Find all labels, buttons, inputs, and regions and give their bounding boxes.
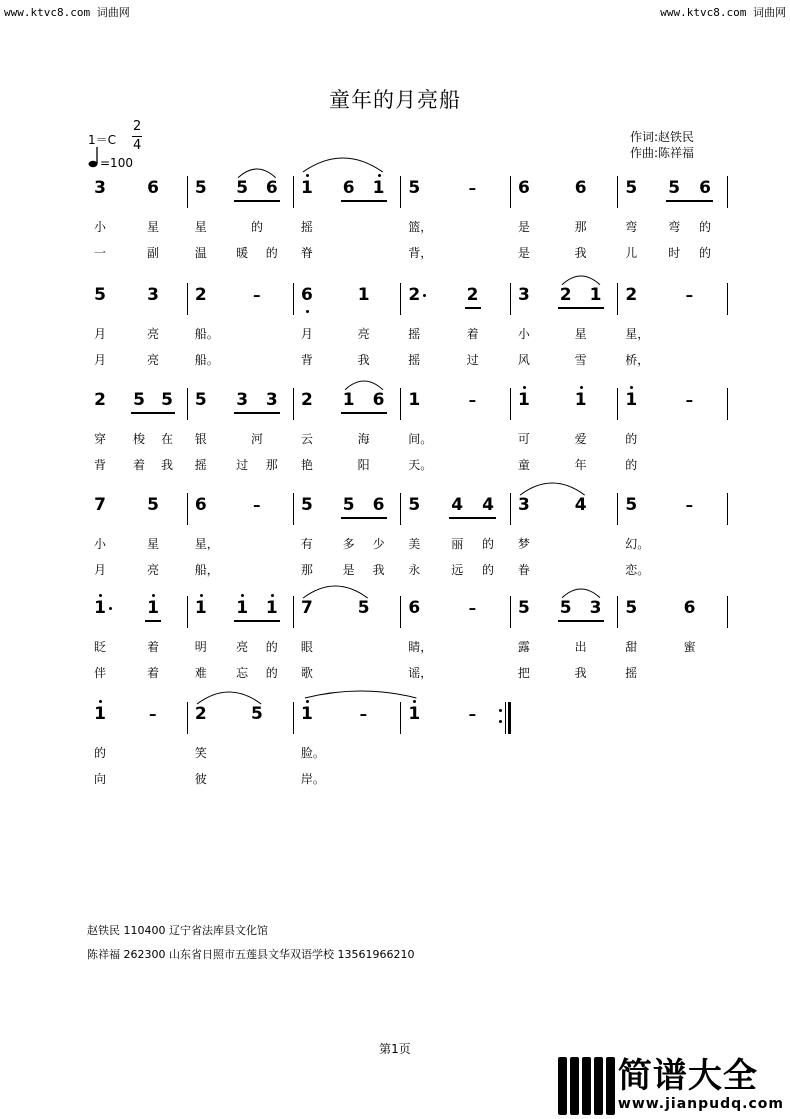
eighth-underline (449, 517, 496, 519)
site-url-right[interactable]: www.ktvc8.com 词曲网 (660, 6, 786, 19)
lyric-verse1: 甜 (625, 640, 638, 654)
barline (293, 596, 294, 628)
note-1: 1 (342, 390, 355, 410)
low-octave-dot (306, 310, 309, 313)
lyric-verse2: 亮 (147, 353, 160, 367)
eighth-underline (558, 307, 604, 309)
note-2: 2 (194, 285, 207, 305)
barline (727, 176, 728, 208)
lyric-verse2: 月 (94, 563, 107, 577)
lyric-verse2: 的 (625, 458, 638, 472)
lyric-verse1: 星 (147, 537, 160, 551)
lyric-verse1: 着 (466, 327, 479, 341)
barline (510, 176, 511, 208)
lyric-verse2: 一 (94, 246, 107, 260)
note-5: 5 (236, 178, 249, 198)
lyric-verse2: 远 (451, 563, 464, 577)
lyric-verse2: 亮 (147, 563, 160, 577)
note-5: 5 (194, 178, 207, 198)
lyric-verse2: 歌 (300, 666, 313, 680)
note-1: 1 (194, 598, 207, 618)
end-repeat-barline-thick (508, 702, 511, 734)
lyric-verse1: 间。 (408, 432, 433, 446)
barline (727, 283, 728, 315)
sustain-dash: – (685, 391, 694, 409)
lyric-verse1: 眨 (94, 640, 107, 654)
lyric-verse1: 的 (250, 220, 263, 234)
high-octave-dot (306, 700, 309, 703)
barline (293, 493, 294, 525)
time-signature-bottom: 4 (133, 138, 142, 153)
lyric-verse2: 摇 (194, 458, 207, 472)
lyric-verse1: 爱 (574, 432, 587, 446)
site-logo[interactable] (556, 1055, 784, 1115)
lyric-verse1: 是 (517, 220, 530, 234)
sustain-dash: – (685, 286, 694, 304)
note-5: 5 (408, 178, 421, 198)
note-5: 5 (668, 178, 681, 198)
high-octave-dot (630, 386, 633, 389)
note-3: 3 (94, 178, 106, 198)
eighth-underline (234, 412, 280, 414)
barline (187, 176, 188, 208)
barline (400, 596, 401, 628)
lyric-verse2: 那 (265, 458, 278, 472)
high-octave-dot (306, 174, 309, 177)
barline (400, 388, 401, 420)
high-octave-dot (523, 386, 526, 389)
eighth-underline (666, 200, 713, 202)
lyric-verse1: 星 (574, 327, 587, 341)
lyric-verse2: 儿 (625, 246, 638, 260)
note-1: 1 (625, 390, 638, 410)
lyric-verse1: 亮 (147, 327, 160, 341)
slur (303, 585, 368, 599)
eighth-underline (341, 412, 387, 414)
note-6: 6 (574, 178, 587, 198)
note-3: 3 (265, 390, 278, 410)
high-octave-dot (241, 594, 244, 597)
lyric-verse2: 月 (94, 353, 107, 367)
note-7: 7 (94, 495, 106, 515)
lyric-verse2: 风 (517, 353, 530, 367)
composer-address: 陈祥福 262300 山东省日照市五莲县文华双语学校 13561966210 (87, 948, 415, 961)
eighth-underline (341, 200, 387, 202)
note-6: 6 (265, 178, 278, 198)
lyric-verse1: 出 (574, 640, 587, 654)
note-1: 1 (408, 704, 421, 724)
lyric-verse2: 永 (408, 563, 421, 577)
barline (617, 283, 618, 315)
note-5: 5 (408, 495, 421, 515)
note-3: 3 (236, 390, 249, 410)
note-6: 6 (147, 178, 159, 198)
note-5: 5 (625, 495, 638, 515)
barline (293, 388, 294, 420)
lyric-verse2: 我 (372, 563, 385, 577)
lyric-verse1: 的 (482, 537, 495, 551)
lyric-verse1: 亮 (357, 327, 370, 341)
lyric-verse2: 伴 (94, 666, 107, 680)
slur (197, 691, 261, 705)
lyric-verse1: 那 (574, 220, 587, 234)
lyric-verse2: 的 (699, 246, 712, 260)
barline (400, 283, 401, 315)
lyricist-credit: 作词:赵铁民 (630, 130, 695, 144)
barline (617, 176, 618, 208)
lyric-verse1: 月 (300, 327, 313, 341)
lyric-verse1: 美 (408, 537, 421, 551)
site-url-left[interactable]: www.ktvc8.com 词曲网 (4, 6, 130, 19)
eighth-underline (234, 200, 280, 202)
sustain-dash: – (468, 599, 477, 617)
lyricist-address: 赵铁民 110400 辽宁省法库县文化馆 (87, 924, 268, 937)
augmentation-dot (423, 294, 426, 297)
lyric-verse1: 星 (147, 220, 160, 234)
lyric-verse2: 的 (265, 246, 278, 260)
note-1: 1 (300, 704, 313, 724)
lyric-verse2: 彼 (194, 772, 207, 786)
note-1: 1 (357, 285, 370, 305)
lyric-verse1: 眼 (300, 640, 313, 654)
note-3: 3 (517, 285, 530, 305)
barline (510, 493, 511, 525)
eighth-underline (465, 307, 481, 309)
lyric-verse1: 有 (300, 537, 313, 551)
lyric-verse2: 阳 (357, 458, 370, 472)
note-4: 4 (574, 495, 587, 515)
note-4: 4 (451, 495, 464, 515)
lyric-verse2: 我 (161, 458, 174, 472)
lyric-verse1: 海 (357, 432, 370, 446)
lyric-verse2: 着 (133, 458, 146, 472)
note-5: 5 (251, 704, 263, 724)
tempo-value: =100 (100, 156, 133, 170)
barline (187, 283, 188, 315)
sustain-dash: – (149, 705, 157, 723)
lyric-verse1: 穿 (94, 432, 107, 446)
high-octave-dot (413, 700, 416, 703)
note-3: 3 (517, 495, 530, 515)
lyric-verse1: 的 (94, 746, 107, 760)
barline (293, 702, 294, 734)
lyric-verse2: 时 (668, 246, 681, 260)
note-2: 2 (625, 285, 638, 305)
quarter-note-icon (87, 145, 101, 169)
barline (727, 493, 728, 525)
lyric-verse1: 丽 (451, 537, 464, 551)
sustain-dash: – (252, 286, 261, 304)
lyric-verse2: 船， (194, 563, 219, 577)
note-3: 3 (147, 285, 159, 305)
note-6: 6 (683, 598, 696, 618)
lyric-verse1: 明 (194, 640, 207, 654)
lyric-verse1: 可 (517, 432, 530, 446)
barline (400, 176, 401, 208)
lyric-verse2: 把 (517, 666, 530, 680)
note-5: 5 (94, 285, 106, 305)
lyric-verse2: 摇 (625, 666, 638, 680)
note-1: 1 (300, 178, 313, 198)
note-1: 1 (94, 704, 106, 724)
lyric-verse2: 背 (94, 458, 107, 472)
lyric-verse2: 桥， (625, 353, 650, 367)
piano-keys-icon (556, 1055, 614, 1115)
lyric-verse2: 艳 (300, 458, 313, 472)
note-6: 6 (194, 495, 207, 515)
lyric-verse2: 是 (517, 246, 530, 260)
lyric-verse1: 多 (342, 537, 355, 551)
high-octave-dot (152, 594, 155, 597)
lyric-verse2: 年 (574, 458, 587, 472)
song-title: 童年的月亮船 (329, 88, 461, 112)
lyric-verse1: 船。 (194, 327, 219, 341)
note-6: 6 (342, 178, 355, 198)
lyric-verse1: 在 (161, 432, 174, 446)
lyric-verse1: 摇 (408, 327, 421, 341)
note-6: 6 (517, 178, 530, 198)
note-4: 4 (482, 495, 494, 515)
high-octave-dot (200, 594, 203, 597)
eighth-underline (234, 620, 280, 622)
lyric-verse2: 谣， (408, 666, 433, 680)
lyric-verse2: 童 (517, 458, 530, 472)
eighth-underline (131, 412, 175, 414)
note-1: 1 (574, 390, 587, 410)
sustain-dash: – (685, 496, 694, 514)
lyric-verse1: 幻。 (625, 537, 650, 551)
lyric-verse1: 着 (147, 640, 160, 654)
note-6: 6 (372, 390, 385, 410)
note-1: 1 (265, 598, 278, 618)
repeat-dot (499, 720, 502, 723)
lyric-verse1: 笑 (194, 746, 207, 760)
augmentation-dot (109, 607, 112, 610)
slur (520, 482, 585, 496)
time-signature-top: 2 (133, 119, 142, 134)
lyric-verse2: 眷 (517, 563, 530, 577)
barline (617, 596, 618, 628)
eighth-underline (145, 620, 161, 622)
barline (187, 702, 188, 734)
lyric-verse1: 摇 (300, 220, 313, 234)
lyric-verse2: 的 (265, 666, 278, 680)
lyric-verse2: 背， (408, 246, 433, 260)
barline (187, 493, 188, 525)
barline (187, 596, 188, 628)
lyric-verse1: 梭 (133, 432, 146, 446)
note-5: 5 (357, 598, 370, 618)
tie (305, 690, 416, 699)
sustain-dash: – (468, 391, 477, 409)
lyric-verse1: 云 (300, 432, 313, 446)
lyric-verse1: 蜜 (683, 640, 696, 654)
high-octave-dot (580, 386, 583, 389)
slur (303, 157, 383, 173)
lyric-verse2: 岸。 (300, 772, 325, 786)
note-1: 1 (147, 598, 159, 618)
note-1: 1 (408, 390, 421, 410)
logo-url: www.jianpudq.com (617, 1096, 784, 1112)
lyric-verse1: 银 (194, 432, 207, 446)
lyric-verse2: 那 (300, 563, 313, 577)
barline (510, 596, 511, 628)
note-5: 5 (342, 495, 355, 515)
note-5: 5 (300, 495, 313, 515)
lyric-verse1: 睛， (408, 640, 433, 654)
barline (293, 176, 294, 208)
lyric-verse1: 星， (625, 327, 650, 341)
note-5: 5 (147, 495, 159, 515)
end-repeat-barline-thin (505, 702, 506, 734)
slur (562, 275, 600, 286)
lyric-verse2: 着 (147, 666, 160, 680)
barline (727, 388, 728, 420)
lyric-verse1: 弯 (668, 220, 681, 234)
lyric-verse1: 的 (265, 640, 278, 654)
lyric-verse1: 小 (94, 537, 107, 551)
barline (187, 388, 188, 420)
composer-credit: 作曲:陈祥福 (630, 146, 695, 160)
barline (727, 596, 728, 628)
lyric-verse1: 篮， (408, 220, 433, 234)
note-2: 2 (466, 285, 479, 305)
note-7: 7 (300, 598, 313, 618)
high-octave-dot (99, 700, 102, 703)
slur (238, 168, 276, 179)
lyric-verse2: 恋。 (625, 563, 650, 577)
note-2: 2 (300, 390, 313, 410)
lyric-verse1: 月 (94, 327, 107, 341)
note-2: 2 (559, 285, 572, 305)
note-5: 5 (517, 598, 530, 618)
lyric-verse2: 的 (482, 563, 495, 577)
lyric-verse2: 我 (574, 246, 587, 260)
barline (617, 493, 618, 525)
slur (562, 588, 600, 599)
eighth-underline (558, 620, 604, 622)
note-5: 5 (625, 598, 638, 618)
lyric-verse1: 脸。 (300, 746, 325, 760)
lyric-verse1: 的 (699, 220, 712, 234)
lyric-verse2: 我 (357, 353, 370, 367)
lyric-verse1: 河 (250, 432, 263, 446)
lyric-verse1: 小 (517, 327, 530, 341)
note-2: 2 (194, 704, 207, 724)
lyric-verse1: 露 (517, 640, 530, 654)
barline (617, 388, 618, 420)
lyric-verse1: 弯 (625, 220, 638, 234)
note-2: 2 (94, 390, 106, 410)
lyric-verse2: 忘 (236, 666, 249, 680)
lyric-verse1: 亮 (236, 640, 249, 654)
logo-title: 简谱大全 (617, 1056, 758, 1096)
note-5: 5 (559, 598, 572, 618)
lyric-verse2: 雪 (574, 353, 587, 367)
barline (510, 388, 511, 420)
repeat-dot (499, 709, 502, 712)
lyric-verse2: 船。 (194, 353, 219, 367)
time-signature-line (132, 136, 142, 137)
note-1: 1 (517, 390, 530, 410)
note-1: 1 (372, 178, 385, 198)
page-number: 第1页 (379, 1042, 411, 1056)
barline (293, 283, 294, 315)
barline (400, 702, 401, 734)
lyric-verse2: 暖 (236, 246, 249, 260)
barline (400, 493, 401, 525)
note-5: 5 (194, 390, 207, 410)
lyric-verse1: 小 (94, 220, 107, 234)
lyric-verse2: 脊 (300, 246, 313, 260)
note-6: 6 (372, 495, 385, 515)
lyric-verse2: 难 (194, 666, 207, 680)
high-octave-dot (378, 174, 381, 177)
lyric-verse2: 背 (300, 353, 313, 367)
sustain-dash: – (359, 705, 368, 723)
note-5: 5 (133, 390, 145, 410)
sustain-dash: – (468, 705, 477, 723)
lyric-verse2: 过 (236, 458, 249, 472)
barline (510, 283, 511, 315)
note-2: 2 (408, 285, 421, 305)
lyric-verse1: 的 (625, 432, 638, 446)
note-1: 1 (236, 598, 249, 618)
lyric-verse1: 星 (194, 220, 207, 234)
lyric-verse2: 摇 (408, 353, 421, 367)
lyric-verse2: 副 (147, 246, 160, 260)
lyric-verse2: 是 (342, 563, 355, 577)
note-6: 6 (300, 285, 313, 305)
note-3: 3 (589, 598, 602, 618)
note-5: 5 (161, 390, 173, 410)
sustain-dash: – (468, 179, 477, 197)
lyric-verse2: 向 (94, 772, 107, 786)
lyric-verse2: 天。 (408, 458, 433, 472)
slur (345, 380, 383, 391)
note-6: 6 (699, 178, 711, 198)
sustain-dash: – (252, 496, 261, 514)
high-octave-dot (271, 594, 274, 597)
lyric-verse1: 少 (372, 537, 385, 551)
note-1: 1 (94, 598, 106, 618)
note-5: 5 (625, 178, 638, 198)
lyric-verse1: 星， (194, 537, 219, 551)
high-octave-dot (99, 594, 102, 597)
key-signature: 1＝C (88, 133, 117, 147)
lyric-verse1: 梦 (517, 537, 530, 551)
lyric-verse2: 温 (194, 246, 207, 260)
note-1: 1 (589, 285, 602, 305)
lyric-verse2: 过 (466, 353, 479, 367)
lyric-verse2: 我 (574, 666, 587, 680)
eighth-underline (341, 517, 387, 519)
note-6: 6 (408, 598, 421, 618)
